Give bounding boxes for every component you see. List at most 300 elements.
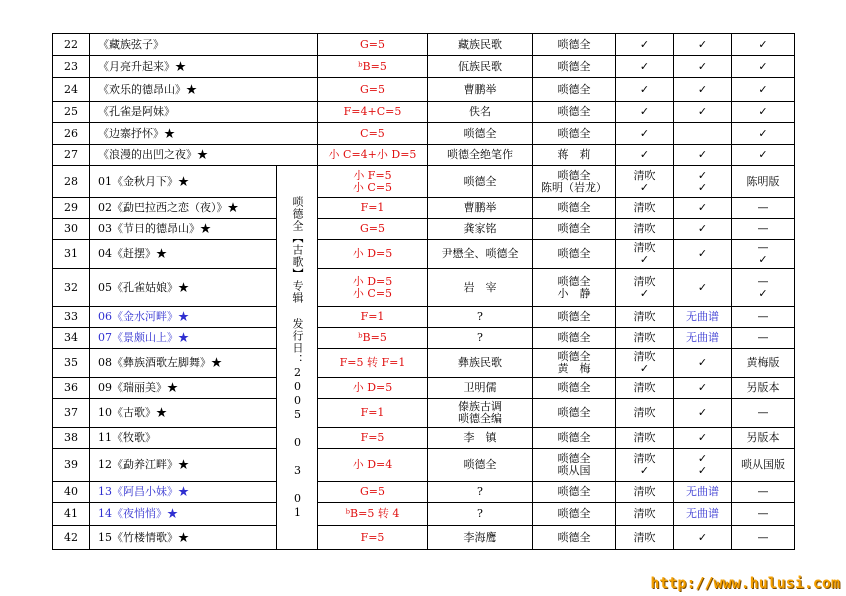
row-number: [53, 240, 90, 269]
song-title-text: 《浪漫的出凹之夜》★: [98, 148, 208, 161]
performer: [533, 56, 616, 78]
mark-col-c-text: ✓: [758, 37, 768, 51]
row-number: [53, 145, 90, 166]
site-watermark: http://www.hulusi.com: [650, 574, 840, 592]
song-title-text: 《月亮升起来》★: [98, 59, 186, 73]
song-title-text: 04《赶摆》★: [98, 247, 167, 260]
composer-text: ?: [477, 507, 483, 520]
mark-col-c: [732, 166, 795, 198]
mark-col-b: [674, 349, 732, 378]
mark-col-a: [616, 56, 674, 78]
mark-col-c: [732, 102, 795, 123]
song-title: [90, 503, 277, 526]
song-title-text: 02《勐巴拉西之恋（夜）》★: [98, 201, 239, 214]
composer: [428, 102, 533, 123]
key-signature: [318, 449, 428, 482]
composer-text: 唢德全绝笔作: [447, 148, 513, 161]
key-signature-text: F=1: [360, 310, 385, 323]
composer: [428, 449, 533, 482]
row-number-text: 35: [64, 356, 78, 369]
mark-col-a-text: 清吹: [633, 431, 656, 444]
row-number-text: 27: [64, 148, 78, 161]
row-number-text: 23: [64, 59, 78, 73]
table-row: [53, 219, 795, 240]
mark-col-a-text: ✓: [639, 105, 650, 118]
composer-text: 卫明儒: [463, 381, 497, 394]
mark-col-a-text: 清吹: [633, 530, 656, 544]
performer-text: 唢德全 陈明（岩龙）: [541, 168, 607, 194]
song-title-text: 《边寨抒怀》★: [98, 126, 175, 140]
mark-col-a-text: ✓: [639, 37, 650, 51]
row-number: [53, 307, 90, 328]
mark-col-b-text: ✓: [697, 105, 708, 118]
song-title: [90, 269, 277, 307]
mark-col-c: [732, 123, 795, 145]
composer: [428, 526, 533, 550]
table-row: [53, 349, 795, 378]
composer: [428, 378, 533, 399]
table-row: [53, 503, 795, 526]
song-title: [90, 240, 277, 269]
composer: [428, 56, 533, 78]
mark-col-b-text: ✓: [697, 280, 708, 294]
mark-col-c-text: — ✓: [757, 274, 769, 300]
table-row: [53, 482, 795, 503]
table-row: [53, 78, 795, 102]
row-number: [53, 503, 90, 526]
mark-col-c-text: ✓: [758, 126, 768, 140]
performer: [533, 428, 616, 449]
composer-text: 藏族民歌: [458, 37, 502, 51]
row-number: [53, 349, 90, 378]
performer-text: 唢德全: [557, 247, 591, 260]
song-title-text: 《欢乐的德昂山》★: [98, 82, 197, 96]
composer-text: 龚家铭: [463, 222, 497, 235]
composer-text: 曹鹏举: [463, 82, 497, 96]
performer: [533, 449, 616, 482]
mark-col-a: [616, 526, 674, 550]
mark-col-b-text: 无曲谱: [686, 485, 719, 498]
mark-col-c-text: — ✓: [757, 241, 769, 266]
composer: [428, 428, 533, 449]
mark-col-b-text: ✓: [697, 201, 708, 214]
key-signature-text: F=5: [360, 530, 385, 544]
key-signature-text: 小 D=5 小 C=5: [352, 274, 393, 300]
performer-text: 唢德全: [557, 381, 591, 394]
mark-col-a: [616, 34, 674, 56]
table-row: [53, 428, 795, 449]
mark-col-a: [616, 198, 674, 219]
composer: [428, 307, 533, 328]
mark-col-b: [674, 123, 732, 145]
performer-text: 唢德全: [557, 406, 591, 419]
performer: [533, 78, 616, 102]
song-title-text: 12《勐养江畔》★: [98, 458, 189, 471]
row-number-text: 24: [64, 82, 78, 96]
mark-col-a-text: ✓: [639, 148, 650, 161]
mark-col-c-text: —: [757, 485, 769, 498]
mark-col-b-text: ✓: [697, 356, 708, 369]
row-number-text: 22: [64, 37, 78, 51]
composer-text: 唢德全: [463, 174, 497, 188]
song-title-text: 05《孔雀姑娘》★: [98, 280, 189, 294]
table-row: [53, 526, 795, 550]
row-number-text: 25: [64, 105, 78, 118]
row-number: [53, 56, 90, 78]
key-signature: [318, 349, 428, 378]
mark-col-a-text: ✓: [639, 59, 650, 73]
mark-col-a-text: ✓: [639, 82, 650, 96]
mark-col-a: [616, 145, 674, 166]
key-signature: [318, 378, 428, 399]
mark-col-b-text: 无曲谱: [686, 331, 719, 344]
mark-col-a-text: 清吹 ✓: [633, 168, 656, 194]
album-vertical-label: 唢德全【古歌】专辑 发行日：2005 0 3 01: [291, 195, 304, 520]
mark-col-c-text: 另版本: [746, 381, 780, 394]
key-signature-text: F=4+C=5: [343, 105, 402, 118]
mark-col-b: [674, 449, 732, 482]
composer-text: ?: [477, 485, 483, 498]
song-title-text: 《藏族弦子》: [98, 37, 164, 51]
row-number: [53, 219, 90, 240]
key-signature: [318, 56, 428, 78]
composer-text: 彝族民歌: [458, 356, 502, 369]
mark-col-a: [616, 219, 674, 240]
mark-col-c: [732, 269, 795, 307]
table-row: [53, 56, 795, 78]
key-signature-text: G=5: [359, 37, 385, 51]
performer-text: 唢德全: [557, 59, 591, 73]
performer-text: 唢德全: [557, 126, 591, 140]
composer-text: ?: [477, 331, 483, 344]
key-signature: [318, 34, 428, 56]
mark-col-b: [674, 102, 732, 123]
mark-col-a: [616, 449, 674, 482]
composer-text: 唢德全: [463, 126, 497, 140]
song-title-text: 08《彝族酒歌左脚舞》★: [98, 356, 222, 369]
performer: [533, 102, 616, 123]
table-row: [53, 145, 795, 166]
row-number-text: 26: [64, 126, 78, 140]
song-title: [90, 198, 277, 219]
mark-col-a: [616, 269, 674, 307]
song-title: [90, 378, 277, 399]
mark-col-b: [674, 482, 732, 503]
song-table: [52, 33, 795, 550]
key-signature-text: G=5: [359, 82, 385, 96]
key-signature-text: 小 D=5: [352, 381, 393, 394]
mark-col-c: [732, 240, 795, 269]
mark-col-a: [616, 328, 674, 349]
row-number: [53, 449, 90, 482]
key-signature: [318, 219, 428, 240]
row-number: [53, 102, 90, 123]
row-number: [53, 526, 90, 550]
key-signature-text: 小 D=4: [352, 458, 393, 471]
mark-col-c: [732, 449, 795, 482]
key-signature: [318, 503, 428, 526]
song-title-text: 03《节日的德昂山》★: [98, 222, 211, 235]
performer: [533, 307, 616, 328]
key-signature: [318, 482, 428, 503]
composer: [428, 145, 533, 166]
key-signature-text: G=5: [359, 222, 385, 235]
key-signature: [318, 428, 428, 449]
mark-col-a-text: 清吹: [633, 310, 656, 323]
key-signature: [318, 123, 428, 145]
key-signature-text: F=1: [360, 201, 385, 214]
mark-col-c: [732, 349, 795, 378]
album-info: [277, 166, 318, 550]
performer: [533, 328, 616, 349]
performer: [533, 482, 616, 503]
row-number: [53, 269, 90, 307]
mark-col-b: [674, 78, 732, 102]
performer: [533, 123, 616, 145]
mark-col-a-text: 清吹 ✓: [633, 350, 656, 375]
mark-col-a: [616, 240, 674, 269]
row-number: [53, 378, 90, 399]
key-signature: [318, 307, 428, 328]
mark-col-b-text: ✓: [697, 222, 708, 235]
mark-col-a: [616, 399, 674, 428]
key-signature: [318, 102, 428, 123]
song-title-text: 14《夜悄悄》★: [98, 507, 178, 520]
mark-col-c: [732, 399, 795, 428]
performer: [533, 34, 616, 56]
mark-col-c-text: 陈明版: [746, 174, 780, 188]
song-title: [90, 56, 318, 78]
mark-col-c: [732, 378, 795, 399]
composer: [428, 269, 533, 307]
song-title-text: 06《金水河畔》★: [98, 310, 189, 323]
performer-text: 唢德全: [557, 485, 591, 498]
key-signature: [318, 78, 428, 102]
key-signature-text: 小 F=5 小 C=5: [352, 168, 393, 194]
mark-col-a-text: 清吹: [633, 507, 656, 520]
performer-text: 唢德全 唢从国: [557, 452, 591, 477]
table-row: [53, 269, 795, 307]
row-number-text: 39: [64, 458, 78, 471]
row-number-text: 36: [64, 381, 78, 394]
song-title-text: 07《景颇山上》★: [98, 331, 189, 344]
table-row: [53, 166, 795, 198]
mark-col-c-text: —: [757, 530, 769, 544]
performer-text: 唢德全: [557, 507, 591, 520]
mark-col-a-text: 清吹: [633, 201, 656, 214]
row-number-text: 37: [64, 406, 78, 419]
mark-col-b-text: ✓: [697, 431, 708, 444]
song-title: [90, 399, 277, 428]
mark-col-b: [674, 240, 732, 269]
key-signature: [318, 328, 428, 349]
mark-col-a-text: ✓: [639, 126, 650, 140]
song-title: [90, 145, 318, 166]
mark-col-b: [674, 56, 732, 78]
row-number: [53, 34, 90, 56]
mark-col-c: [732, 198, 795, 219]
mark-col-b: [674, 503, 732, 526]
performer: [533, 526, 616, 550]
table-row: [53, 307, 795, 328]
composer: [428, 34, 533, 56]
key-signature-text: G=5: [359, 485, 385, 498]
key-signature: [318, 240, 428, 269]
mark-col-a: [616, 166, 674, 198]
row-number-text: 40: [64, 485, 78, 498]
composer-text: 佤族民歌: [458, 59, 502, 73]
mark-col-c-text: ✓: [758, 82, 768, 96]
row-number-text: 30: [64, 222, 78, 235]
composer-text: 岩 宰: [463, 280, 497, 294]
mark-col-c-text: ✓: [758, 105, 768, 118]
mark-col-a: [616, 78, 674, 102]
row-number: [53, 328, 90, 349]
row-number-text: 28: [64, 174, 78, 188]
mark-col-c-text: —: [757, 406, 769, 419]
mark-col-a: [616, 428, 674, 449]
mark-col-a-text: 清吹: [633, 222, 656, 235]
composer-text: ?: [477, 310, 483, 323]
mark-col-c: [732, 56, 795, 78]
song-title: [90, 307, 277, 328]
mark-col-a: [616, 503, 674, 526]
composer: [428, 349, 533, 378]
performer: [533, 399, 616, 428]
mark-col-b-text: ✓: [697, 247, 708, 260]
composer-text: 唢德全: [463, 458, 497, 471]
mark-col-b-text: ✓: [697, 82, 708, 96]
performer-text: 蒋 莉: [557, 148, 591, 161]
performer-text: 唢德全: [557, 82, 591, 96]
mark-col-b: [674, 145, 732, 166]
composer: [428, 328, 533, 349]
mark-col-b: [674, 219, 732, 240]
mark-col-a: [616, 307, 674, 328]
mark-col-a-text: 清吹: [633, 485, 656, 498]
performer-text: 唢德全: [557, 431, 591, 444]
row-number: [53, 399, 90, 428]
row-number: [53, 166, 90, 198]
key-signature-text: ᵇB=5: [358, 331, 387, 344]
key-signature-text: C=5: [360, 126, 385, 140]
mark-col-c-text: 唢从国版: [741, 458, 785, 471]
key-signature-text: F=5 转 F=1: [339, 356, 406, 369]
performer-text: 唢德全 黄 梅: [557, 350, 591, 375]
mark-col-c: [732, 145, 795, 166]
table-row: [53, 449, 795, 482]
mark-col-a: [616, 102, 674, 123]
mark-col-c-text: —: [757, 310, 769, 323]
performer: [533, 198, 616, 219]
mark-col-a-text: 清吹: [633, 331, 656, 344]
table-row: [53, 34, 795, 56]
row-number-text: 38: [64, 431, 78, 444]
mark-col-a-text: 清吹 ✓: [633, 241, 656, 266]
key-signature-text: 小 D=5: [352, 247, 393, 260]
mark-col-c-text: —: [757, 222, 769, 235]
song-title: [90, 328, 277, 349]
performer-text: 唢德全: [557, 530, 591, 544]
performer: [533, 166, 616, 198]
composer: [428, 219, 533, 240]
mark-col-b-text: ✓: [697, 406, 708, 419]
mark-col-b: [674, 34, 732, 56]
row-number-text: 31: [64, 247, 78, 260]
composer-text: 佚名: [469, 105, 491, 118]
mark-col-a-text: 清吹 ✓: [633, 274, 656, 300]
row-number: [53, 78, 90, 102]
mark-col-b: [674, 378, 732, 399]
mark-col-c-text: 黄梅版: [746, 356, 780, 369]
mark-col-c: [732, 34, 795, 56]
row-number-text: 32: [64, 280, 78, 294]
table-row: [53, 240, 795, 269]
mark-col-c-text: —: [757, 201, 769, 214]
composer-text: 李海鹰: [463, 530, 497, 544]
mark-col-b-text: ✓ ✓: [697, 452, 708, 477]
song-title: [90, 449, 277, 482]
mark-col-c: [732, 503, 795, 526]
key-signature: [318, 198, 428, 219]
row-number-text: 41: [64, 507, 78, 520]
key-signature: [318, 526, 428, 550]
performer-text: 唢德全: [557, 105, 591, 118]
mark-col-a: [616, 482, 674, 503]
song-title: [90, 78, 318, 102]
key-signature-text: F=1: [360, 406, 385, 419]
performer: [533, 269, 616, 307]
row-number-text: 42: [64, 530, 78, 544]
row-number: [53, 428, 90, 449]
mark-col-b-text: 无曲谱: [686, 310, 719, 323]
performer: [533, 349, 616, 378]
key-signature: [318, 399, 428, 428]
performer: [533, 145, 616, 166]
mark-col-c: [732, 328, 795, 349]
song-title: [90, 482, 277, 503]
mark-col-b-text: ✓: [697, 381, 708, 394]
mark-col-a-text: 清吹: [633, 406, 656, 419]
song-title: [90, 428, 277, 449]
key-signature-text: ᵇB=5 转 4: [345, 507, 400, 520]
mark-col-c: [732, 526, 795, 550]
composer-text: 傣族古调 唢德全编: [458, 400, 502, 425]
song-title: [90, 526, 277, 550]
performer: [533, 503, 616, 526]
table-row: [53, 328, 795, 349]
mark-col-c-text: 另版本: [746, 431, 780, 444]
mark-col-b: [674, 166, 732, 198]
performer-text: 唢德全: [557, 201, 591, 214]
composer: [428, 399, 533, 428]
song-title: [90, 102, 318, 123]
song-title: [90, 34, 318, 56]
mark-col-a: [616, 123, 674, 145]
mark-col-a: [616, 378, 674, 399]
mark-col-a-text: 清吹 ✓: [633, 452, 656, 477]
key-signature-text: 小 C=4+小 D=5: [328, 148, 417, 161]
song-title-text: 10《古歌》★: [98, 406, 167, 419]
mark-col-b: [674, 526, 732, 550]
row-number-text: 34: [64, 331, 78, 344]
row-number-text: 29: [64, 201, 78, 214]
row-number: [53, 198, 90, 219]
row-number: [53, 482, 90, 503]
mark-col-b: [674, 399, 732, 428]
mark-col-c: [732, 219, 795, 240]
song-title-text: 13《阿昌小妹》★: [98, 485, 189, 498]
